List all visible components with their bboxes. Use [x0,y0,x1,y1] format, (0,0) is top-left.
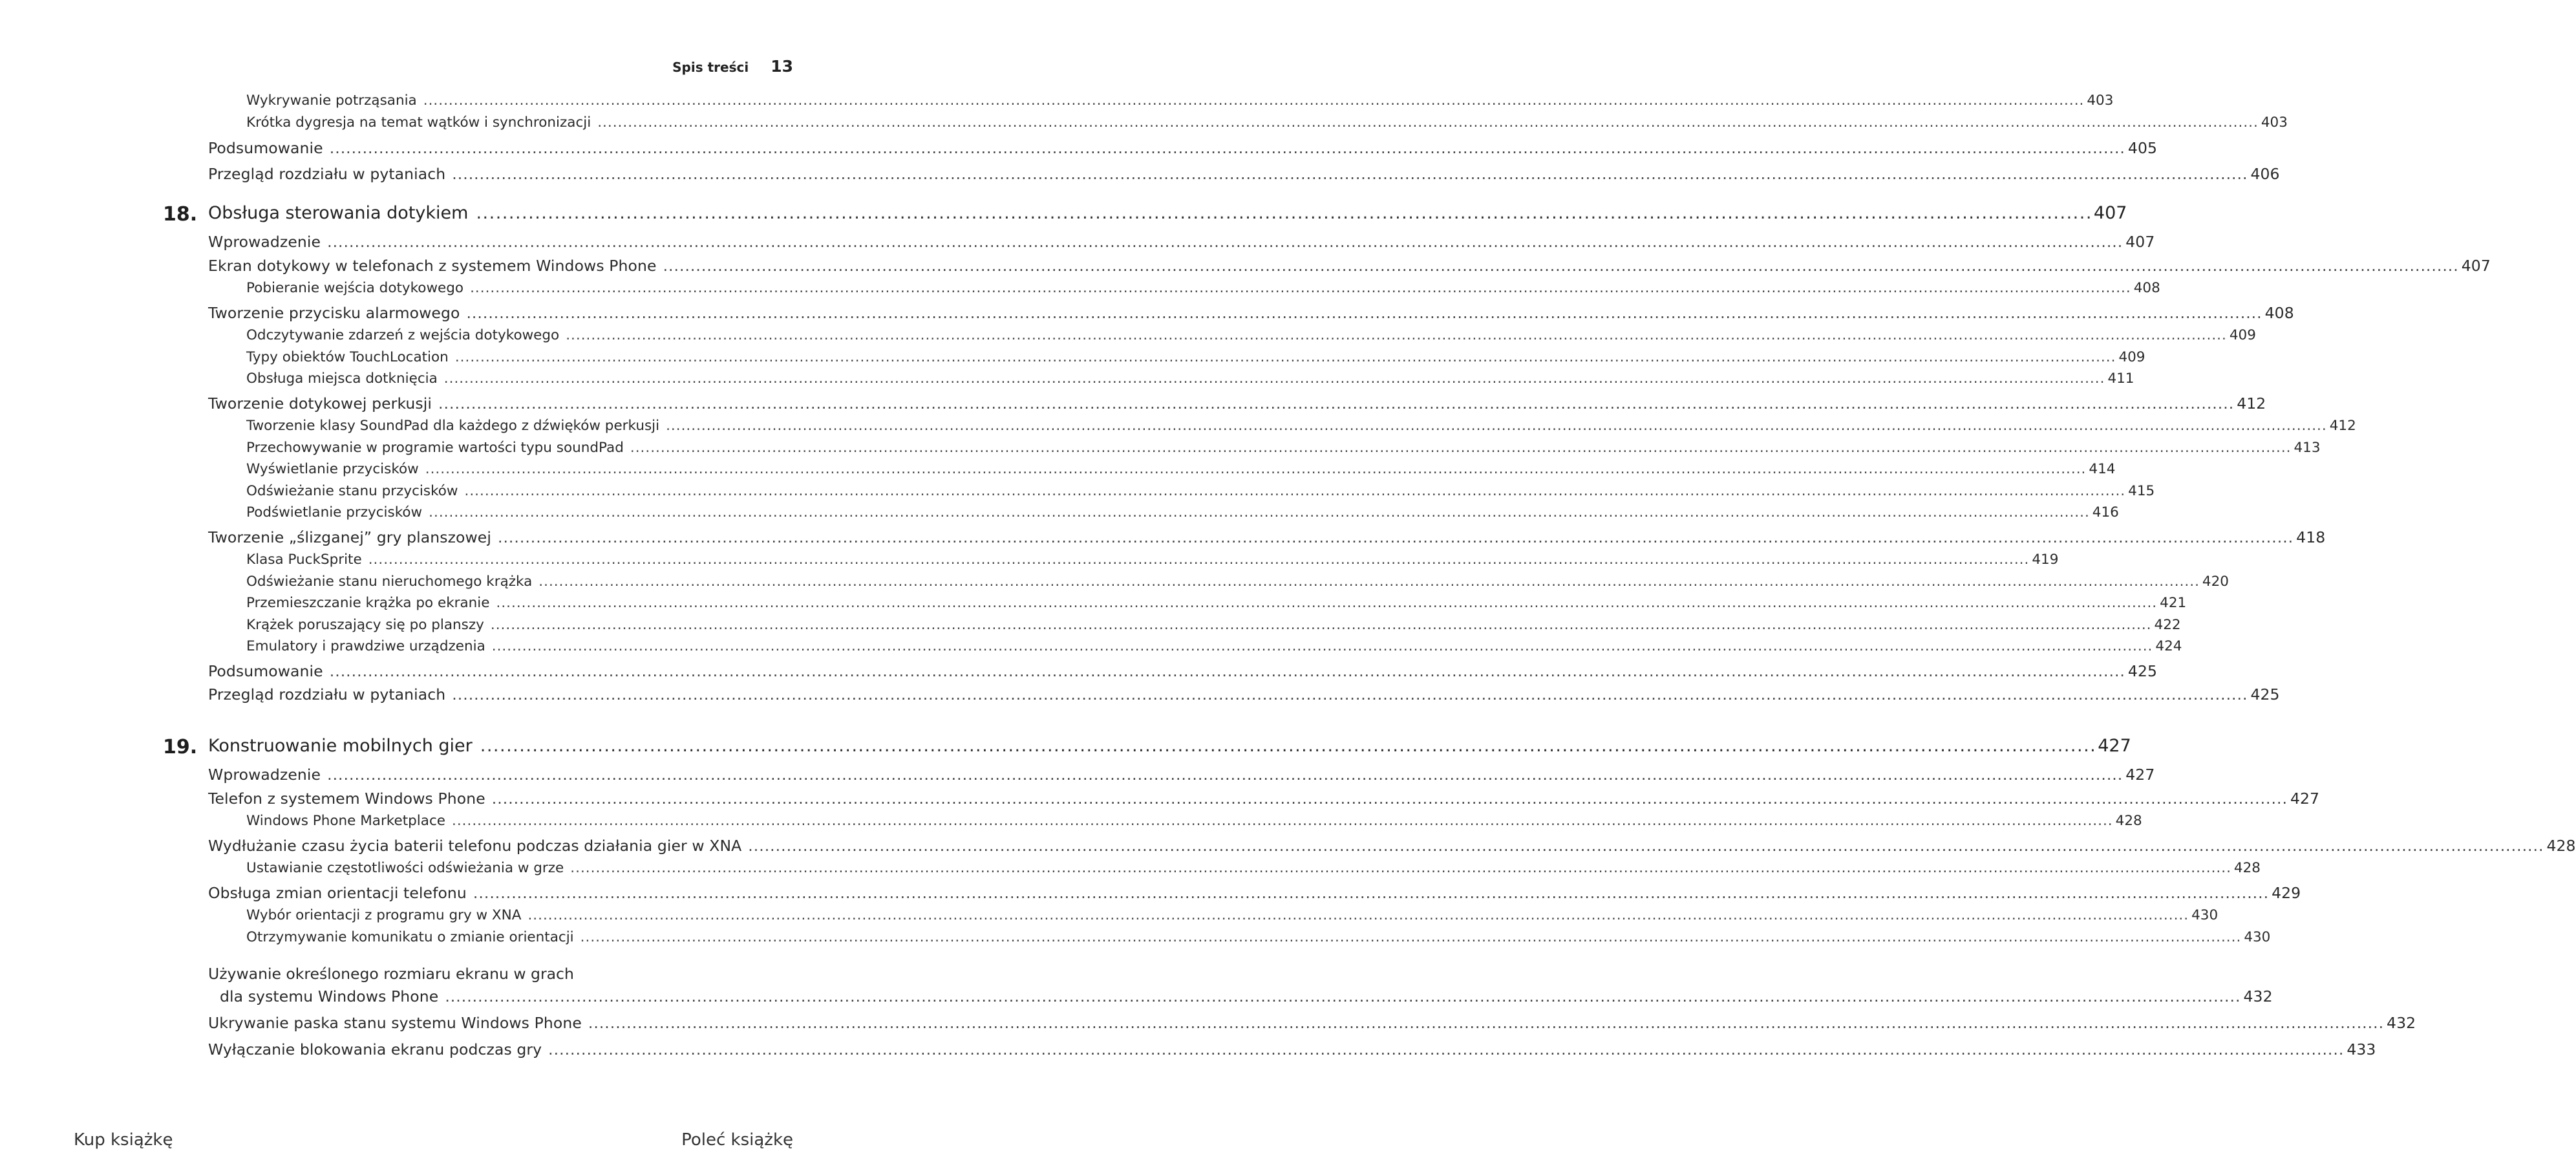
toc-entry-title: Typy obiektów TouchLocation [246,349,449,365]
toc-entry-page: 433 [2347,1040,2376,1058]
toc-entry[interactable] [246,482,2155,499]
dot-leader [480,736,2096,756]
toc-entry-title-line1[interactable]: Używanie określonego rozmiaru ekranu w grach [208,965,574,983]
dot-leader [466,304,2262,322]
dot-leader [498,528,2294,546]
toc-entry-title: Ukrywanie paska stanu systemu Windows Phone [208,1014,582,1032]
toc-entry-title: Tworzenie dotykowej perkusji [208,394,432,413]
toc-entry-page: 432 [2387,1014,2416,1032]
chapter-page: 427 [2098,736,2131,756]
toc-entry-page: 418 [2296,528,2326,546]
dot-leader [452,165,2248,183]
toc-entry[interactable] [208,685,2280,704]
toc-entry-page: 405 [2127,139,2158,157]
toc-entry-title: Pobieranie wejścia dotykowego [246,280,464,296]
toc-entry-page: 403 [2261,114,2288,131]
chapter-number: 18. [163,203,198,226]
toc-entry[interactable] [208,165,2280,183]
dot-leader [527,907,2189,923]
toc-entry-page: 412 [2329,418,2356,434]
toc-entry-title: Odświeżanie stanu nieruchomego krążka [246,573,533,590]
toc-entry[interactable] [208,528,2326,546]
toc-entry-title: Telefon z systemem Windows Phone [208,789,485,808]
toc-entry[interactable] [246,573,2229,590]
toc-entry-page: 425 [2127,661,2158,680]
dot-leader [368,552,2030,568]
dot-leader [452,685,2248,704]
toc-entry[interactable] [246,371,2134,387]
toc-entry-page: 428 [2233,860,2261,876]
dot-leader [492,638,2153,654]
toc-entry-title: Krótka dygresja na temat wątków i synchronizacji [246,114,591,131]
toc-entry[interactable] [246,907,2219,923]
toc-entry[interactable] [246,280,2160,296]
toc-entry-title: Podświetlanie przycisków [246,504,423,521]
toc-entry[interactable] [246,929,2271,945]
dot-leader [496,595,2158,611]
dot-leader [580,929,2242,945]
toc-entry-title: Podsumowanie [208,661,323,680]
dot-leader [330,662,2125,680]
dot-leader [666,418,2327,434]
toc-entry-page: 414 [2089,461,2116,477]
toc-entry[interactable] [220,987,2273,1005]
chapter-title: Konstruowanie mobilnych gier [208,736,473,756]
buy-book-link[interactable]: Kup książkę [74,1130,173,1150]
toc-entry-page: 421 [2160,595,2187,611]
toc-entry[interactable] [246,552,2059,568]
toc-entry-page: 408 [2264,303,2294,322]
toc-entry-title: Podsumowanie [208,139,323,157]
toc-entry-page: 408 [2133,280,2160,296]
toc-entry[interactable] [208,1014,2416,1032]
toc-entry[interactable] [208,766,2155,784]
toc-entry[interactable] [208,233,2155,251]
toc-entry-title: Wydłużanie czasu życia baterii telefonu podczas działania gier w XNA [208,836,742,855]
toc-entry-page: 427 [2125,766,2155,784]
dot-leader [630,440,2292,456]
recommend-book-link[interactable]: Poleć książkę [681,1130,793,1150]
toc-entry-title: Tworzenie klasy SoundPad dla każdego z dźwięków perkusji [246,418,660,434]
toc-entry-title: Obsługa miejsca dotknięcia [246,371,438,387]
toc-entry-title: Wykrywanie potrząsania [246,92,417,109]
toc-entry[interactable] [246,461,2116,477]
dot-leader [470,280,2131,296]
toc-entry-page: 413 [2294,439,2321,456]
toc-entry-page: 430 [2244,929,2271,945]
dot-leader [491,617,2152,633]
toc-entry-title: Odświeżanie stanu przycisków [246,482,458,499]
page-number: 13 [771,57,793,76]
toc-entry-title: Przechowywanie w programie wartości typu soundPad [246,439,624,456]
toc-entry-page: 406 [2250,165,2280,183]
toc-entry-title: Przegląd rozdziału w pytaniach [208,165,446,183]
toc-entry[interactable] [208,303,2294,322]
toc-entry-page: 412 [2237,394,2266,413]
toc-entry-page: 429 [2272,883,2301,902]
toc-entry[interactable] [246,349,2145,365]
dot-leader [538,574,2200,590]
toc-entry-title: Emulatory i prawdziwe urządzenia [246,638,485,654]
toc-entry[interactable] [208,394,2266,413]
toc-entry-page: 411 [2107,371,2134,387]
toc-entry[interactable] [208,1040,2376,1058]
dot-leader [570,860,2231,876]
toc-entry-page: 432 [2243,987,2273,1005]
toc-entry[interactable] [246,638,2182,654]
toc-entry[interactable] [246,595,2187,611]
toc-entry-page: 419 [2032,552,2059,568]
toc-entry-title: Tworzenie przycisku alarmowego [208,303,460,322]
chapter-number: 19. [163,736,198,758]
toc-entry[interactable] [208,883,2301,902]
toc-entry-title: Klasa PuckSprite [246,552,362,568]
dot-leader [452,813,2113,829]
chapter-heading[interactable] [163,203,2127,226]
dot-leader [492,790,2288,808]
dot-leader [423,92,2085,109]
toc-entry[interactable] [208,256,2491,275]
running-header-title: Spis treści [672,59,749,75]
dot-leader [566,327,2227,343]
dot-leader [330,139,2125,157]
toc-entry-title: Windows Phone Marketplace [246,813,445,829]
toc-entry-title: Wprowadzenie [208,766,321,784]
toc-entry-page: 409 [2229,327,2256,343]
dot-leader [473,884,2269,902]
toc-entry[interactable] [246,504,2119,521]
chapter-title: Obsługa sterowania dotykiem [208,203,469,223]
toc-entry[interactable] [246,439,2321,456]
dot-leader [465,483,2126,499]
toc-entry-title: Otrzymywanie komunikatu o zmianie orientacji [246,929,574,945]
toc-entry-page: 415 [2128,482,2155,499]
toc-entry-page: 428 [2115,813,2142,829]
toc-entry-page: 416 [2092,504,2119,521]
toc-entry-title: Przegląd rozdziału w pytaniach [208,685,446,704]
toc-entry-page: 407 [2125,233,2155,251]
toc-entry[interactable] [246,114,2288,131]
dot-leader [597,114,2259,131]
dot-leader [748,837,2544,855]
dot-leader [476,203,2092,223]
toc-entry[interactable] [246,92,2114,109]
dot-leader [588,1014,2384,1032]
toc-entry-page: 407 [2461,256,2491,275]
dot-leader [438,394,2234,413]
toc-entry-page: 422 [2154,616,2181,633]
dot-leader [445,987,2241,1005]
toc-entry-title: Wprowadzenie [208,233,321,251]
dot-leader [327,766,2123,784]
toc-entry[interactable] [208,789,2320,808]
dot-leader [455,349,2116,365]
toc-entry-title: Odczytywanie zdarzeń z wejścia dotykowego [246,327,560,343]
toc-entry-title: Ustawianie częstotliwości odświeżania w grze [246,860,564,876]
toc-entry[interactable] [246,616,2181,633]
toc-entry-page: 424 [2155,638,2182,654]
dot-leader [327,233,2123,251]
toc-entry-title: Wyświetlanie przycisków [246,461,419,477]
toc-entry-page: 403 [2087,92,2114,109]
toc-entry-title: Ekran dotykowy w telefonach z systemem Windows Phone [208,256,657,275]
dot-leader [548,1040,2344,1058]
toc-entry-title-line2: dla systemu Windows Phone [220,987,439,1005]
toc-entry[interactable] [246,813,2142,829]
toc-entry-page: 427 [2290,789,2320,808]
chapter-heading[interactable] [163,736,2131,758]
toc-entry-title: Przemieszczanie krążka po ekranie [246,595,490,611]
dot-leader [429,504,2090,521]
toc-entry[interactable] [246,860,2261,876]
toc-entry[interactable] [246,327,2256,343]
dot-leader [425,461,2087,477]
page-header [672,57,793,76]
toc-entry[interactable] [208,836,2576,855]
toc-entry-title: Krążek poruszający się po planszy [246,616,484,633]
dot-leader [444,371,2105,387]
toc-entry-title: Wybór orientacji z programu gry w XNA [246,907,522,923]
toc-entry-title: Wyłączanie blokowania ekranu podczas gry [208,1040,542,1058]
toc-entry[interactable] [246,418,2356,434]
chapter-page: 407 [2093,203,2127,223]
toc-entry-page: 409 [2118,349,2145,365]
toc-entry-page: 420 [2202,573,2229,590]
toc-entry-title: Tworzenie „ślizganej” gry planszowej [208,528,491,546]
toc-entry-title: Obsługa zmian orientacji telefonu [208,883,467,902]
dot-leader [663,257,2459,275]
toc-entry[interactable] [208,661,2158,680]
toc-entry-page: 430 [2191,907,2219,923]
toc-entry-page: 428 [2546,836,2576,855]
toc-entry[interactable] [208,139,2158,157]
toc-entry-page: 425 [2250,685,2280,704]
